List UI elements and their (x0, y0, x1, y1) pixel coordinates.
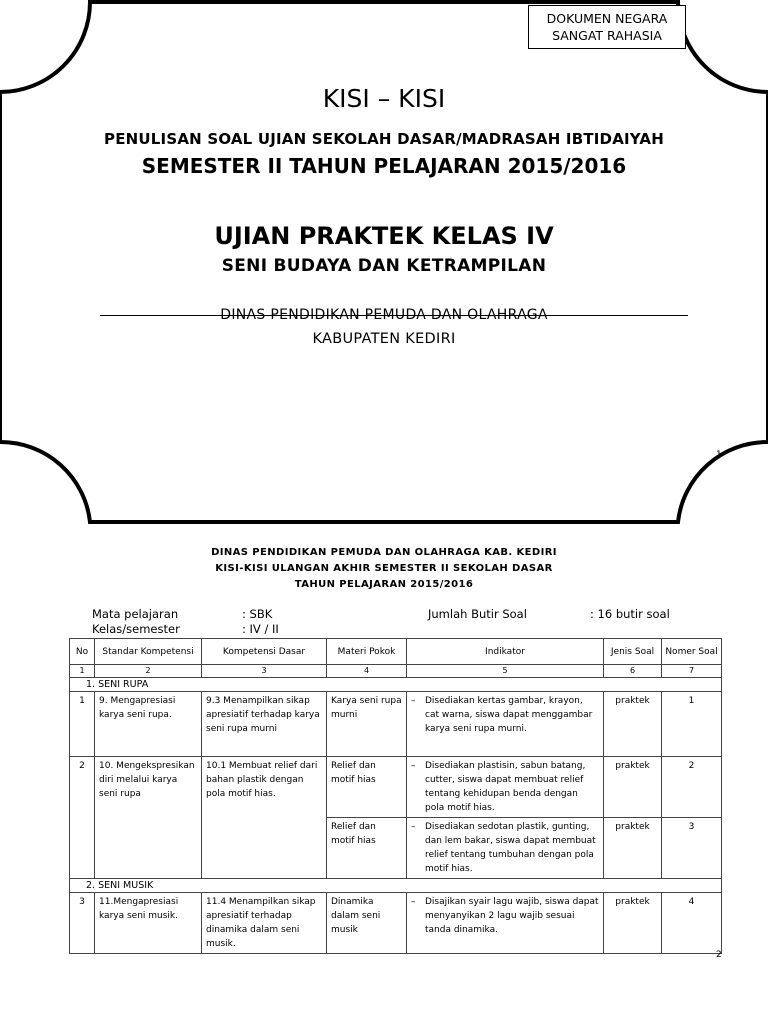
cover-divider-line (100, 315, 688, 316)
class-value: : IV / II (242, 622, 279, 636)
cover-exam-title: UJIAN PRAKTEK KELAS IV (214, 222, 554, 250)
header-indikator: Indikator (407, 639, 604, 665)
cell-nomer-soal: 3 (662, 818, 722, 879)
section-row-seni-musik (70, 879, 722, 893)
question-count-label: Jumlah Butir Soal (428, 607, 527, 621)
cell-jenis-soal: praktek (604, 692, 662, 757)
cover-subtitle-semester: SEMESTER II TAHUN PELAJARAN 2015/2016 (141, 154, 627, 178)
table-row (70, 893, 722, 954)
col-number: 2 (95, 665, 202, 678)
cell-indikator (407, 818, 604, 879)
page2-heading-1: DINAS PENDIDIKAN PEMUDA DAN OLAHRAGA KAB. KEDIRI (211, 547, 557, 558)
cell-jenis-soal: praktek (604, 757, 662, 818)
table-row (70, 757, 722, 818)
section-row-seni-rupa (70, 678, 722, 692)
cell-kompetensi-dasar: 11.4 Menampilkan sikap apresiatif terhadap dinamika dalam seni musik. (202, 893, 327, 954)
cover-subtitle-school: PENULISAN SOAL UJIAN SEKOLAH DASAR/MADRASAH IBTIDAIYAH (104, 130, 664, 148)
cover-subject: SENI BUDAYA DAN KETRAMPILAN (221, 256, 547, 276)
indikator-text: Disediakan kertas gambar, krayon, cat warna, siswa dapat menggambar karya seni rupa murni. (425, 696, 593, 734)
cell-kompetensi-dasar: 9.3 Menampilkan sikap apresiatif terhadap karya seni rupa murni (202, 692, 327, 757)
stamp-line-2: SANGAT RAHASIA (552, 28, 662, 43)
stamp-line-1: DOKUMEN NEGARA (546, 11, 668, 26)
page2-heading-3: TAHUN PELAJARAN 2015/2016 (294, 579, 474, 590)
indikator-text: Disediakan plastisin, sabun batang, cutter, siswa dapat membuat relief tentang kehidupan benda dengan pola motif hias. (425, 761, 586, 813)
class-label: Kelas/semester (92, 622, 180, 636)
cell-indikator (407, 757, 604, 818)
cover-department: DINAS PENDIDIKAN PEMUDA DAN OLAHRAGA (220, 307, 548, 323)
col-number: 4 (327, 665, 407, 678)
cell-jenis-soal: praktek (604, 893, 662, 954)
header-jenis-soal: Jenis Soal (604, 639, 662, 665)
dash-bullet: – (411, 696, 416, 706)
column-number-row (70, 665, 722, 678)
header-materi-pokok: Materi Pokok (327, 639, 407, 665)
header-standar-kompetensi: Standar Kompetensi (95, 639, 202, 665)
cell-no: 2 (70, 757, 95, 879)
question-count-value: : 16 butir soal (590, 607, 670, 621)
header-no: No (70, 639, 95, 665)
cell-standar-kompetensi: 11.Mengapresiasi karya seni musik. (95, 893, 202, 954)
cell-indikator (407, 893, 604, 954)
cell-materi-pokok: Relief dan motif hias (327, 818, 407, 879)
col-number: 6 (604, 665, 662, 678)
section-title: 2. SENI MUSIK (70, 879, 722, 893)
subject-value: : SBK (242, 607, 273, 621)
header-kompetensi-dasar: Kompetensi Dasar (202, 639, 327, 665)
cell-nomer-soal: 1 (662, 692, 722, 757)
cell-standar-kompetensi: 9. Mengapresiasi karya seni rupa. (95, 692, 202, 757)
col-number: 7 (662, 665, 722, 678)
table-row (70, 692, 722, 757)
col-number: 3 (202, 665, 327, 678)
cell-indikator (407, 692, 604, 757)
col-number: 5 (407, 665, 604, 678)
header-nomer-soal: Nomer Soal (662, 639, 722, 665)
cell-kompetensi-dasar: 10.1 Membuat relief dari bahan plastik dengan pola motif hias. (202, 757, 327, 879)
page-number-1: 1 (716, 450, 722, 460)
classification-stamp (528, 5, 686, 49)
col-number: 1 (70, 665, 95, 678)
table-header-row (70, 639, 722, 665)
dash-bullet: – (411, 822, 416, 832)
cover-title: KISI – KISI (322, 84, 446, 113)
indikator-text: Disajikan syair lagu wajib, siswa dapat menyanyikan 2 lagu wajib sesuai tanda dinamika. (425, 897, 599, 935)
page-number-2: 2 (716, 950, 722, 960)
indikator-text: Disediakan sedotan plastik, gunting, dan lem bakar, siswa dapat membuat relief tentang tumbuhan dengan pola motif hias. (425, 822, 596, 874)
section-title: 1. SENI RUPA (70, 678, 722, 692)
dash-bullet: – (411, 761, 416, 771)
cell-no: 3 (70, 893, 95, 954)
cover-regency: KABUPATEN KEDIRI (312, 331, 456, 347)
cell-materi-pokok: Dinamika dalam seni musik (327, 893, 407, 954)
page2-heading-2: KISI-KISI ULANGAN AKHIR SEMESTER II SEKOLAH DASAR (215, 563, 553, 574)
cell-no: 1 (70, 692, 95, 757)
cell-jenis-soal: praktek (604, 818, 662, 879)
cell-standar-kompetensi: 10. Mengekspresikan diri melalui karya seni rupa (95, 757, 202, 879)
cell-nomer-soal: 2 (662, 757, 722, 818)
subject-label: Mata pelajaran (92, 607, 179, 621)
cell-materi-pokok: Karya seni rupa murni (327, 692, 407, 757)
kisi-table (69, 638, 722, 954)
dash-bullet: – (411, 897, 416, 907)
cell-nomer-soal: 4 (662, 893, 722, 954)
cell-materi-pokok: Relief dan motif hias (327, 757, 407, 818)
